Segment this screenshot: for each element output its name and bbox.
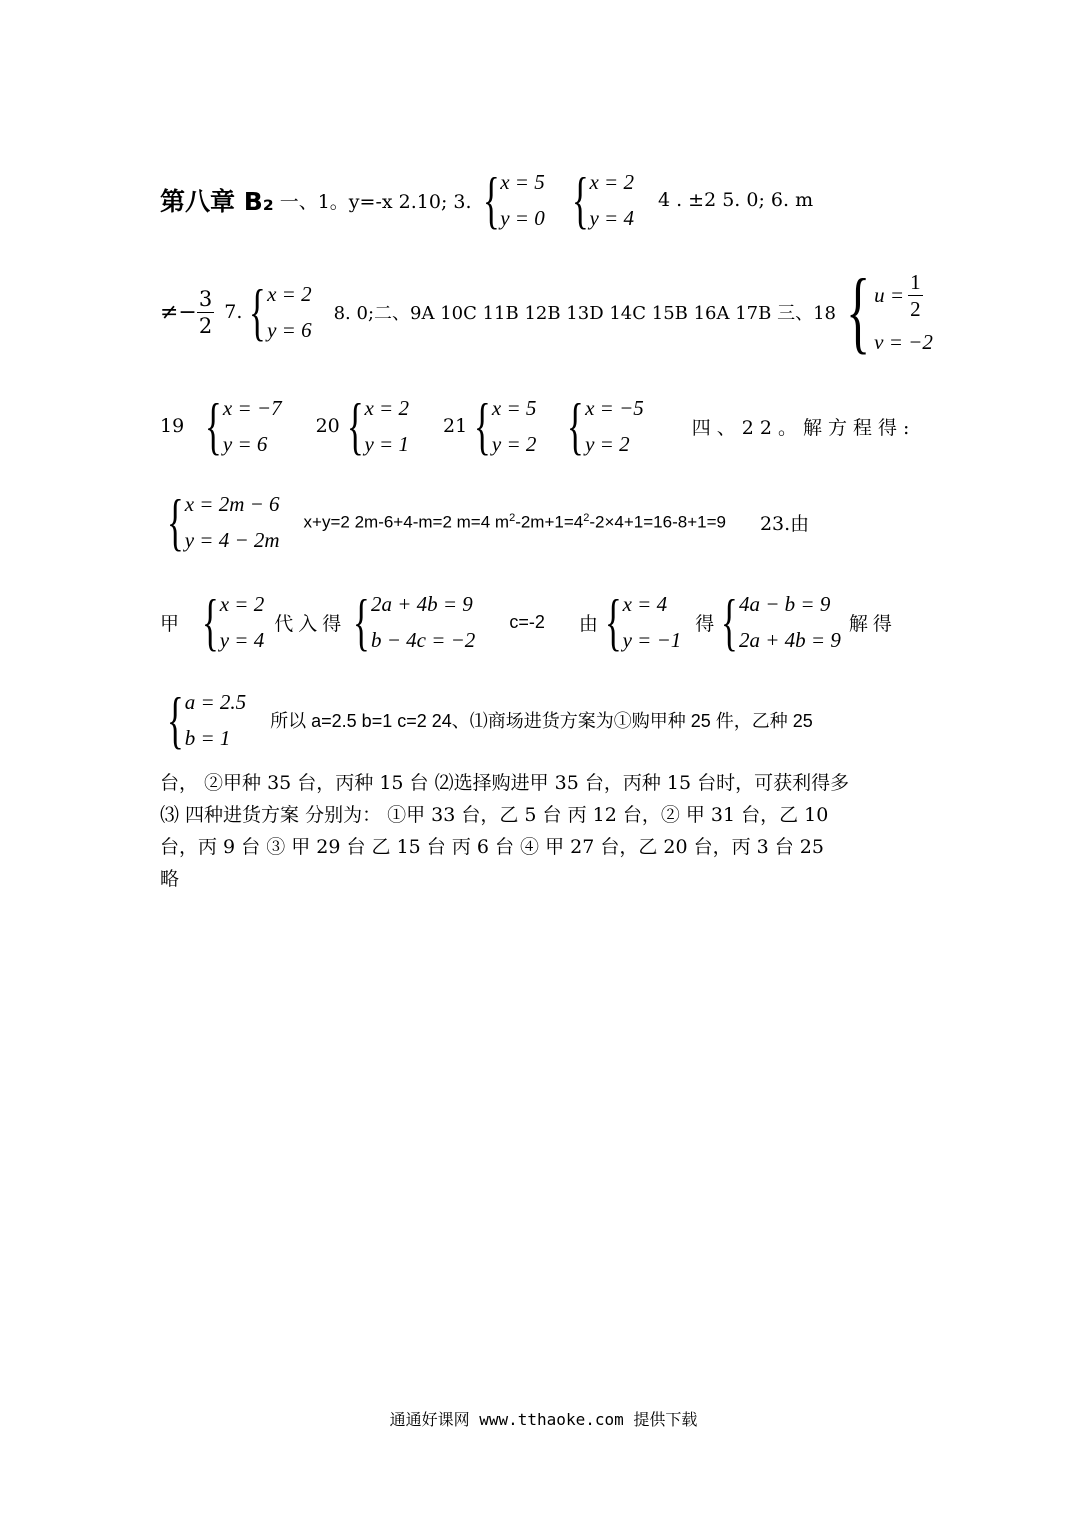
equation-system-3a: { x = 5 y = 0 <box>482 164 545 236</box>
answer-22-intro: 四、22。解方程得: <box>691 416 916 439</box>
fraction-three-halves: $\frac{3}{2}$ <box>198 286 213 338</box>
paragraph-line: 台，丙 9 台 ③ 甲 29 台 乙 15 台 丙 6 台 ④ 甲 27 台，乙 20 台，丙 3 台 25 <box>160 836 824 858</box>
equation-system-7: { x = 2 y = 6 <box>249 276 312 348</box>
answer-line-1 <box>160 160 929 240</box>
answer-24-part-1: 所以 a=2.5 b=1 c=2 24、⑴商场进货方案为①购甲种 25 件，乙种 25 <box>270 711 813 731</box>
equation-system-19: { x = −7 y = 6 <box>205 390 282 462</box>
answer-line-5 <box>160 584 929 660</box>
equation-system-23b: { 2a + 4b = 9 b − 4c = −2 <box>353 586 476 658</box>
answer-23-intro: 23.由 <box>759 512 810 535</box>
text-substitute: 代入得 <box>274 612 347 635</box>
equation-system-18: { u = $\frac{1}{2}$ v = −2 <box>845 260 933 363</box>
answers-4-6: 4 . ±2 5. 0; 6. m <box>657 189 814 211</box>
answers-1-2: 一、1。y=-x 2.10; 3. <box>279 190 472 213</box>
download-footer: 通通好课网 www.tthaoke.com 提供下载 <box>389 1410 698 1429</box>
answer-line-3 <box>160 388 929 464</box>
answer-7-label: 7. <box>224 301 243 323</box>
equation-system-21b: { x = −5 y = 2 <box>567 390 644 462</box>
equation-system-22: { x = 2m − 6 y = 4 − 2m <box>166 486 280 558</box>
answer-24-paragraph <box>160 767 930 895</box>
equation-system-23c: { x = 4 y = −1 <box>604 586 682 658</box>
text-c-value: c=-2 <box>509 611 545 632</box>
paragraph-line: ⑶ 四种进货方案 分别为： ①甲 33 台，乙 5 台 丙 12 台，② 甲 31 台，乙 10 <box>160 804 829 826</box>
answer-20-label: 20 <box>315 415 340 437</box>
answers-8-18: 8. 0;二、9A 10C 11B 12B 13D 14C 15B 16A 17B 三、18 <box>333 303 836 324</box>
answer-line-6 <box>160 682 929 758</box>
equation-system-23-result: { a = 2.5 b = 1 <box>166 684 247 756</box>
answer-line-4 <box>160 484 929 560</box>
equation-system-3b: { x = 2 y = 4 <box>571 164 634 236</box>
answer-22-solution: x+y=2 2m-6+4-m=2 m=4 $m^2-2m+1=4^2-2\times 4+1=16-8+1=9$ <box>303 511 726 532</box>
text-solve: 解得 <box>848 612 897 635</box>
paragraph-line: 台， ②甲种 35 台，丙种 15 台 ⑵选择购进甲 35 台，丙种 15 台时，可获利得多 <box>160 772 850 794</box>
equation-system-20: { x = 2 y = 1 <box>346 390 409 462</box>
equation-system-23d: { 4a − b = 9 2a + 4b = 9 <box>721 586 841 658</box>
answer-line-2 <box>160 260 933 363</box>
answer-19-label: 19 <box>160 415 185 437</box>
chapter-title: 第八章 B₂ <box>160 187 274 216</box>
answer-21-label: 21 <box>442 415 468 437</box>
equation-system-23a: { x = 2 y = 4 <box>201 586 265 658</box>
text-you: 由 <box>578 612 598 635</box>
text-jia: 甲 <box>160 612 180 635</box>
equation-system-21a: { x = 5 y = 2 <box>474 390 537 462</box>
text-de: 得 <box>695 612 715 635</box>
not-equal-sign: ≠− <box>160 299 197 325</box>
paragraph-line: 略 <box>160 868 180 890</box>
